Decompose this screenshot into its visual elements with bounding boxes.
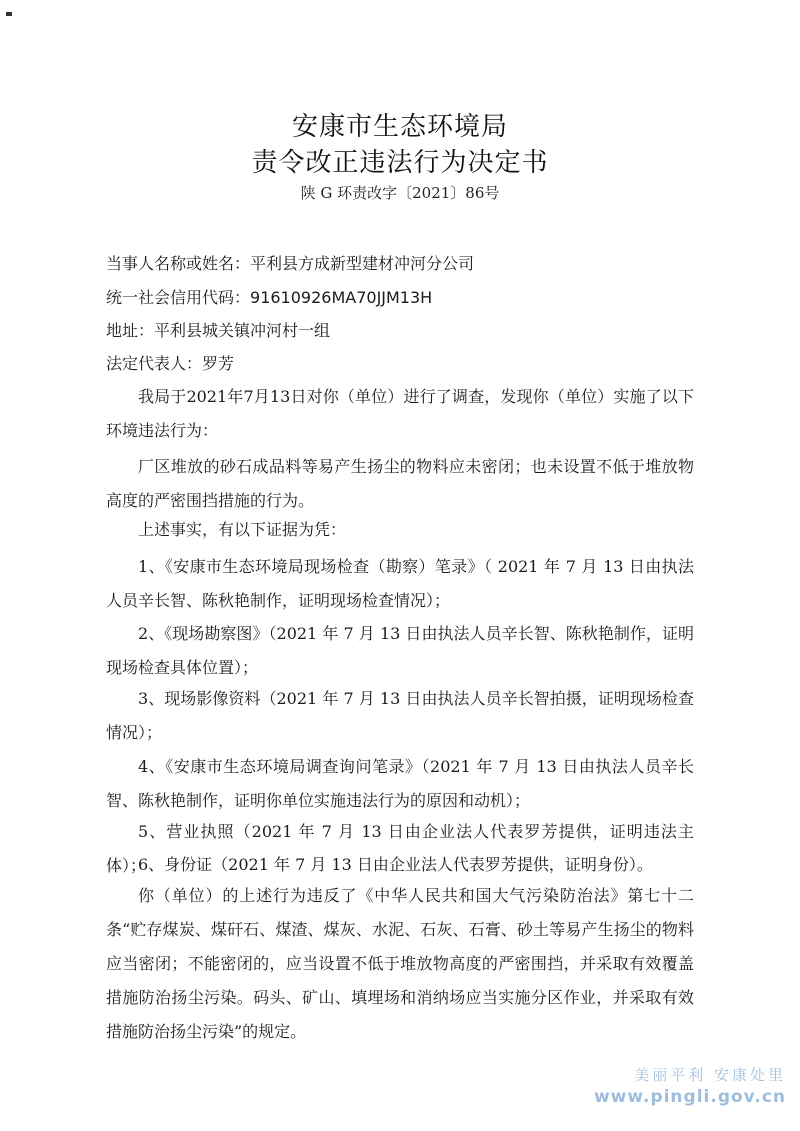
address-line — [106, 318, 330, 341]
evidence-item-3: 3、现场影像资料（2021 年 7 月 13 日由执法人员辛长智拍摄，证明现场检查情况）； — [106, 689, 694, 742]
evidence-item-1: 1、《安康市生态环境局现场检查（勘察）笔录》（ 2021 年 7 月 13 日由执法人员辛长智、陈秋艳制作，证明现场检查情况）； — [106, 557, 694, 610]
evidence-item-6: 6、身份证（2021 年 7 月 13 日由企业法人代表罗芳提供，证明身份）。 — [138, 855, 653, 874]
address-label: 地址： — [106, 321, 155, 340]
legal-basis-paragraph: 你（单位）的上述行为违反了《中华人民共和国大气污染防治法》第七十二条“贮存煤炭、煤矸石、煤渣、煤灰、水泥、石灰、石膏、砂土等易产生扬尘的物料应当密闭；不能密闭的，应当设置不低于堆放物高度的严密围挡，并采取有效覆盖措施防治扬尘污染。码头、矿山、填埋场和消纳场应当实施分区作业，并采取有效措施防治扬尘污染”的规定。 — [106, 886, 694, 1041]
document-title: 责令改正违法行为决定书 — [251, 148, 549, 178]
intro-paragraph: 我局于2021年7月13日对你（单位）进行了调查，发现你（单位）实施了以下环境违法行为： — [106, 387, 694, 440]
watermark-site: www.pingli.gov.cn — [593, 1087, 786, 1107]
document-number: 陕 G 环责改字〔2021〕86号 — [300, 184, 500, 202]
legal-rep-value: 罗芳 — [202, 354, 235, 373]
violation-paragraph: 厂区堆放的砂石成品料等易产生扬尘的物料应未密闭；也未设置不低于堆放物高度的严密围挡措施的行为。 — [106, 457, 694, 510]
credit-code-value: 91610926MA70JJM13H — [250, 288, 433, 307]
evidence-item-2: 2、《现场勘察图》（2021 年 7 月 13 日由执法人员辛长智、陈秋艳制作，证明现场检查具体位置）； — [106, 624, 694, 677]
legal-rep-line — [106, 351, 234, 374]
party-name-label: 当事人名称或姓名： — [106, 254, 251, 273]
scan-mark — [6, 12, 12, 16]
credit-code-label: 统一社会信用代码： — [106, 288, 251, 307]
address-value: 平利县城关镇冲河村一组 — [154, 321, 331, 340]
watermark — [594, 1064, 786, 1107]
credit-code-line — [106, 285, 432, 308]
legal-rep-label: 法定代表人： — [106, 354, 203, 373]
agency-title: 安康市生态环境局 — [291, 112, 508, 142]
evidence-item-4: 4、《安康市生态环境局调查询问笔录》（2021 年 7 月 13 日由执法人员辛长智、陈秋艳制作，证明你单位实施违法行为的原因和动机）； — [106, 757, 694, 810]
evidence-item-5: 5、营业执照（2021 年 7 月 13 日由企业法人代表罗芳提供，证明违法主体）； — [106, 822, 694, 875]
evidence-intro: 上述事实，有以下证据为凭： — [138, 520, 347, 539]
party-name-line — [106, 251, 474, 274]
watermark-slogan: 美丽平利 安康处里 — [634, 1066, 786, 1084]
party-name-value: 平利县方成新型建材冲河分公司 — [250, 254, 475, 273]
